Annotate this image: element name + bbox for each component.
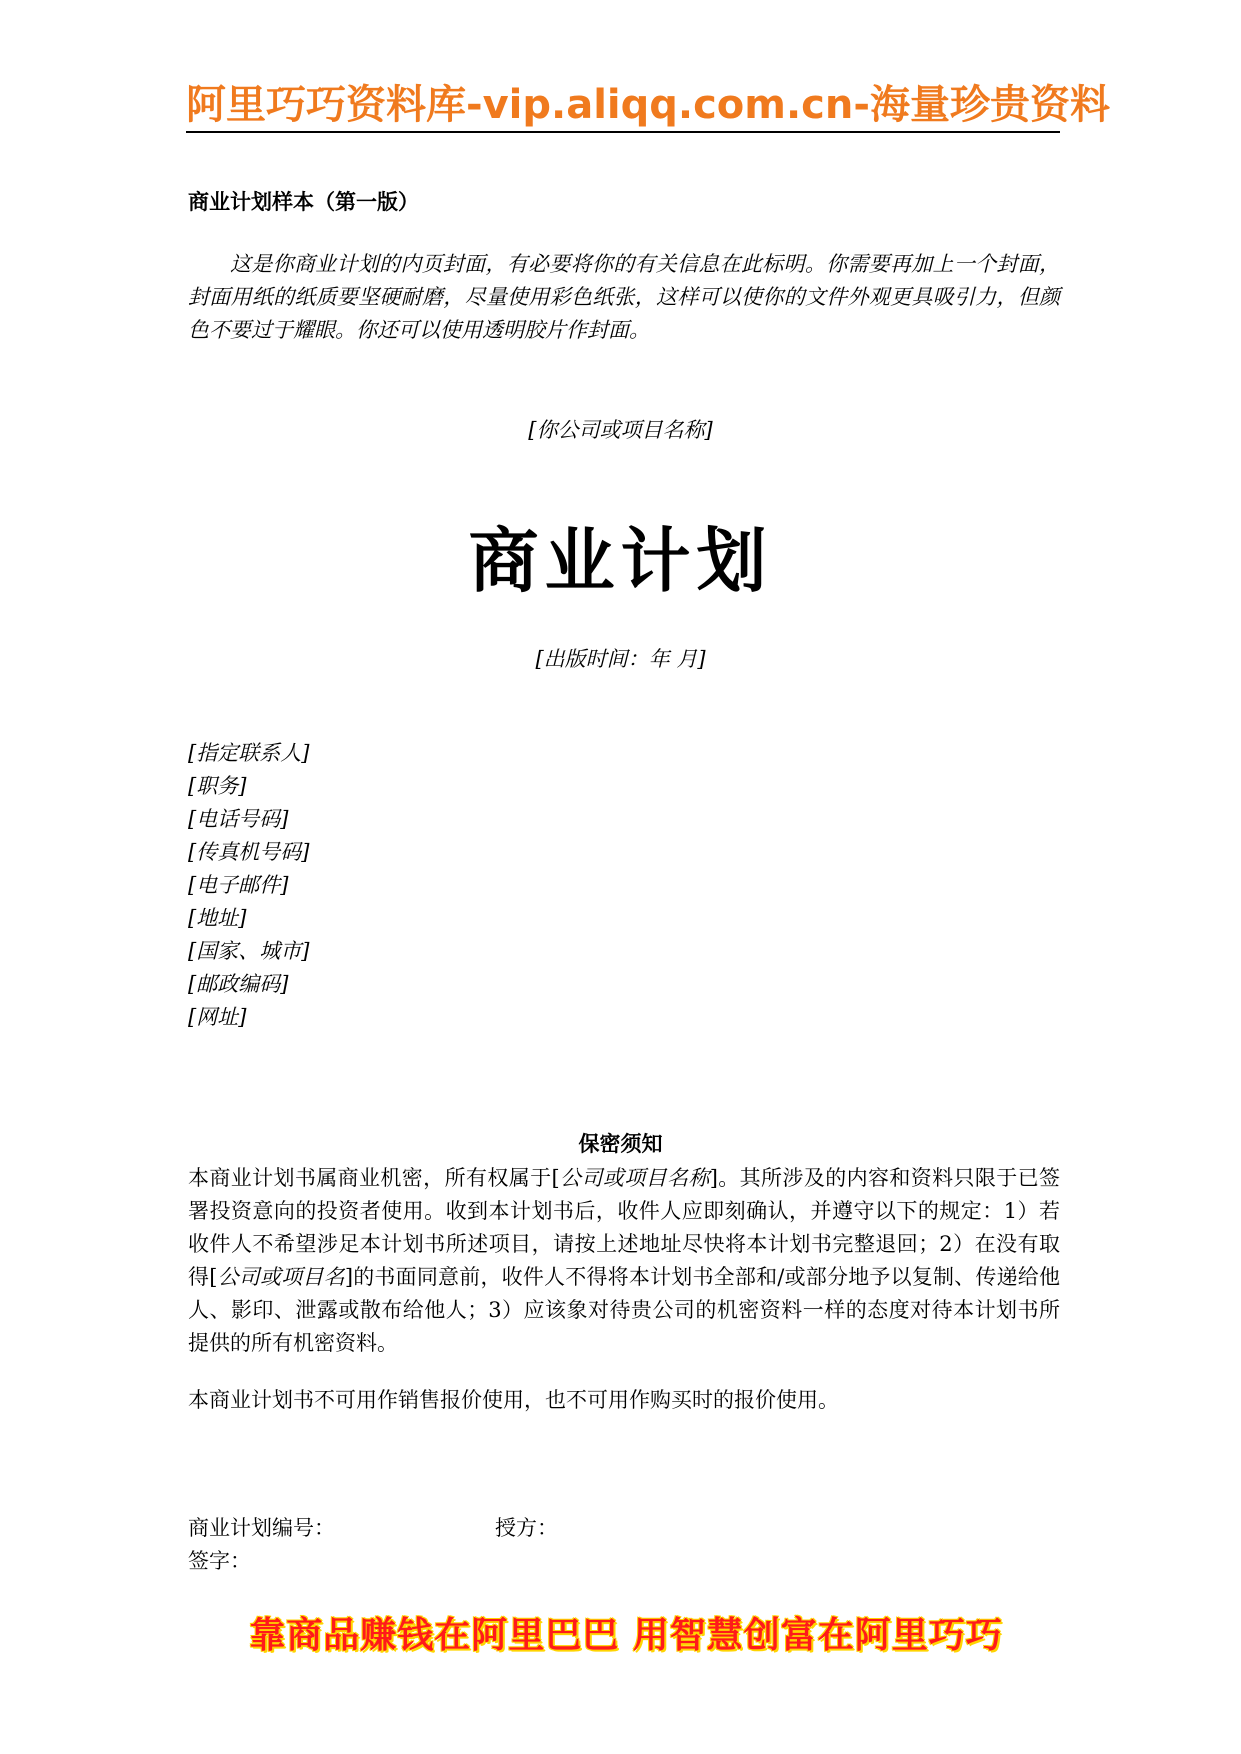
confid-text-a: 本商业计划书属商业机密，所有权属于[ [188,1166,560,1190]
plan-number-label: 商业计划编号： [188,1516,335,1540]
confidentiality-title: 保密须知 [578,1132,663,1156]
confid-text-b: ]。其所涉及的内容和资料只限于已签署投资意向的投资者使用。收到本计划书后，收件人应即刻确认，并遵守以下的规定：1）若收件人不希望涉足本计划书所述项目，请按上述地址尽快将本计划书完整退回；2）在没有取得[ [188,1166,1060,1289]
document-title: 商业计划样本（第一版） [188,189,419,214]
cover-title: 商业计划 [468,520,773,602]
signature-label: 签字： [188,1549,251,1573]
header-divider [186,131,1060,133]
contact-position: [职务] [188,774,247,798]
contact-website: [网址] [188,1005,247,1029]
contact-postcode: [邮政编码] [188,972,289,996]
intro-paragraph: 这是你商业计划的内页封面，有必要将你的有关信息在此标明。你需要再加上一个封面，封面用纸的纸质要坚硬耐磨，尽量使用彩色纸张，这样可以使你的文件外观更具吸引力，但颜色不要过于耀眼。你还可以使用透明胶片作封面。 [188,252,1060,342]
contact-country-city: [国家、城市] [188,939,310,963]
publish-date-placeholder: [出版时间：年 月] [535,647,706,671]
header-banner: 阿里巧巧资料库-vip.aliqq.com.cn-海量珍贵资料 [186,82,1110,128]
grantor-label: 授方： [495,1516,558,1540]
confid-company-placeholder-2: 公司或项目名 [217,1265,345,1289]
company-name-placeholder: [你公司或项目名称] [528,418,713,442]
confid-text-c: ]的书面同意前，收件人不得将本计划书全部和/或部分地予以复制、传递给他人、影印、泄露或散布给他人；3）应该象对待贵公司的机密资料一样的态度对待本计划书所提供的所有机密资料。 [188,1265,1060,1355]
contact-address: [地址] [188,906,247,930]
contact-phone: [电话号码] [188,807,289,831]
contact-fax: [传真机号码] [188,840,310,864]
footer-slogan: 靠商品赚钱在阿里巴巴 用智慧创富在阿里巧巧 [249,1615,1003,1656]
contact-person: [指定联系人] [188,741,310,765]
contact-email: [电子邮件] [188,873,289,897]
contact-list [188,737,309,1034]
confidentiality-paragraph [188,1162,1060,1360]
pricing-note: 本商业计划书不可用作销售报价使用，也不可用作购买时的报价使用。 [188,1388,839,1412]
confid-company-placeholder: 公司或项目名称 [559,1166,710,1190]
